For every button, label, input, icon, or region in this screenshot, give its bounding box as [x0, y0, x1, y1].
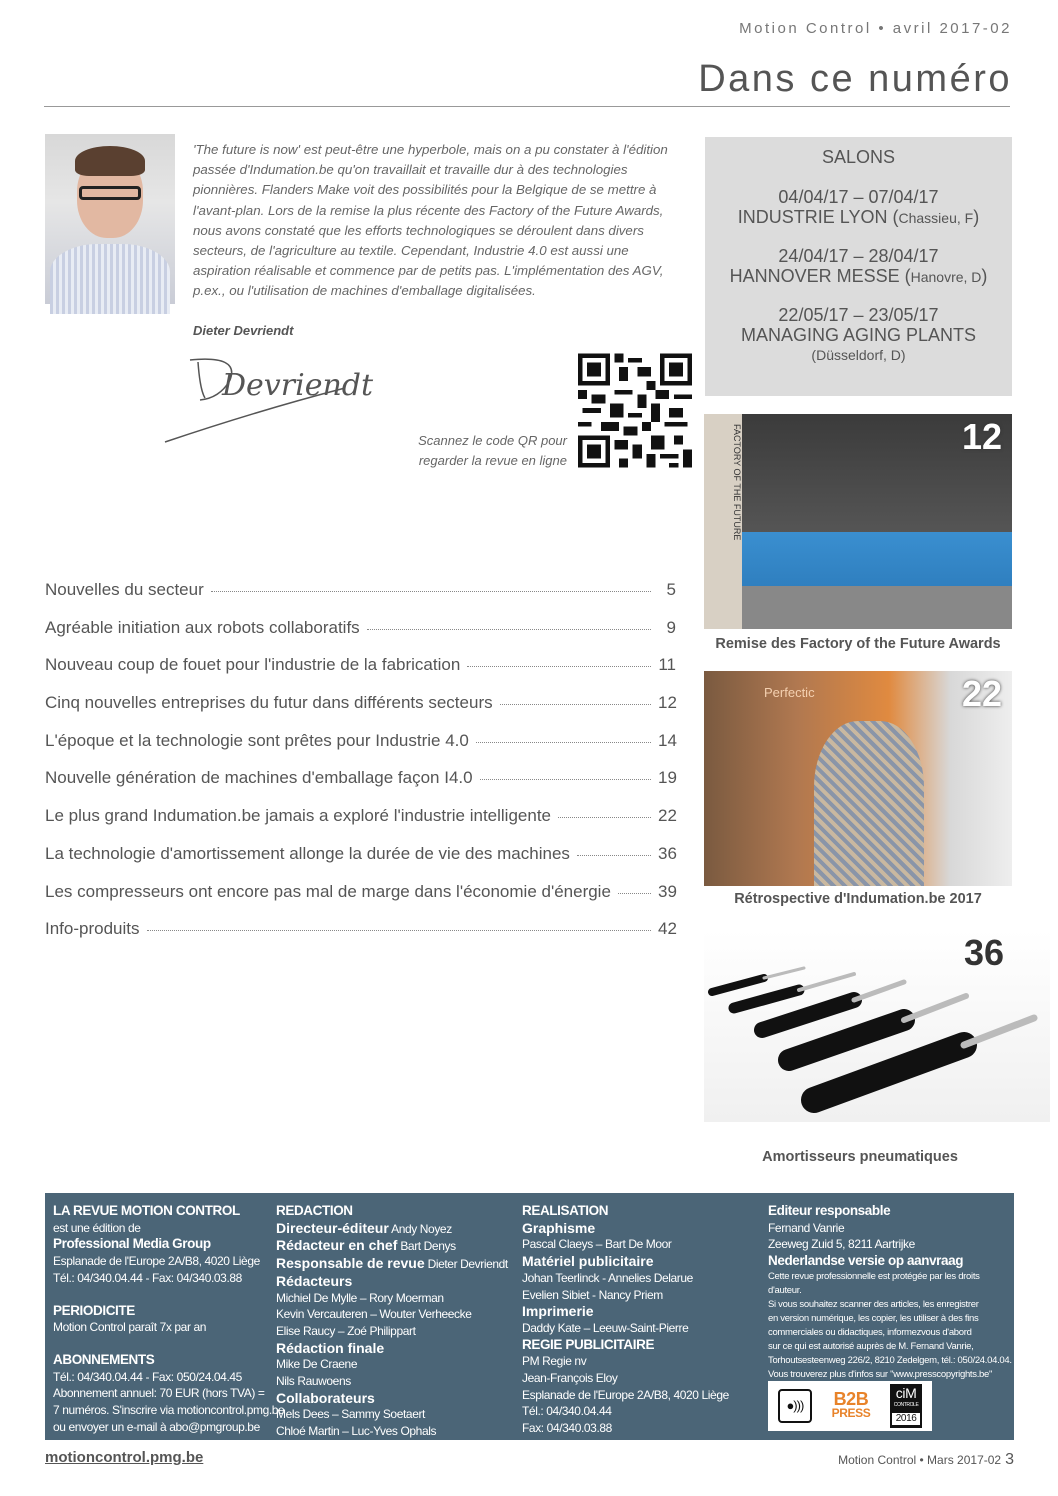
colophon-text: Pascal Claeys – Bart De Moor — [522, 1237, 672, 1252]
colophon-text: PM Regie nv — [522, 1354, 587, 1369]
author-signature — [160, 350, 374, 445]
editorial-author: Dieter Devriendt — [193, 323, 294, 338]
toc-entry[interactable] — [45, 618, 676, 656]
toc-page: 39 — [658, 881, 677, 901]
colophon-heading: REALISATION — [522, 1203, 609, 1218]
salon-text: HANNOVER MESSE ( — [729, 266, 911, 286]
colophon-text: Dieter Devriendt — [427, 1257, 508, 1272]
feature-image-awards[interactable] — [704, 414, 1012, 629]
salon-event — [705, 246, 1012, 287]
toc-entry[interactable] — [45, 580, 676, 618]
toc-entry[interactable] — [45, 882, 676, 920]
running-footer: Motion Control • Mars 2017-02 — [838, 1453, 1002, 1467]
colophon-text — [276, 1237, 508, 1255]
colophon — [45, 1193, 1014, 1440]
salon-name: MANAGING AGING PLANTS — [740, 325, 977, 345]
colophon-text: Si vous souhaitez scanner des articles, les enregistrer — [768, 1298, 979, 1310]
toc-entry[interactable] — [45, 768, 676, 806]
toc-title: Le plus grand Indumation.be jamais a exploré l'industrie intelligente — [45, 806, 551, 826]
feature-caption: Amortisseurs pneumatiques — [762, 1149, 958, 1165]
toc-page: 22 — [658, 806, 677, 826]
colophon-text: Tél.: 04/340.04.44 - Fax: 04/340.03.88 — [53, 1270, 242, 1285]
title-divider — [44, 106, 1010, 107]
qr-caption-line: Scannez le code QR pour — [418, 433, 567, 448]
toc-leader — [618, 893, 651, 894]
colophon-text: Graphisme — [522, 1219, 596, 1236]
toc-title: Cinq nouvelles entreprises du futur dans différents secteurs — [45, 693, 493, 713]
toc-page: 42 — [658, 919, 677, 939]
colophon-text: Tél.: 04/340.04.44 - Fax: 050/24.04.45 — [53, 1369, 242, 1384]
salon-text: INDUSTRIE LYON ( — [737, 207, 899, 227]
qr-code[interactable] — [578, 353, 692, 468]
colophon-text: Vous trouverez plus d'infos sur "www.presscopyrights.be" — [768, 1368, 993, 1380]
colophon-text — [53, 1336, 284, 1352]
editorial-text: 'The future is now' est peut-être une hyperbole, mais on a pu constater à l'édition passée d'Indumation.be qu'on travaillait et travaille dur à des technologies pionnières. Flanders Make voit des possibilités pour la Belgique de se mettre à l'avant-plan. Lors de la remise la plus récente des Factory of the Future Awards, nous avons constaté que les efforts technologiques se déroulent dans divers secteurs, de l'agriculture au textile. Cependant, Industrie 4.0 est aussi une aspiration réalisable et commence par de petits pas. L'implémentation des AGV, p.ex., ou l'utilisation de machines d'emballage digitalisées. — [193, 142, 668, 299]
colophon-text: Abonnement annuel: 70 EUR (hors TVA) = — [53, 1386, 265, 1401]
toc-page: 11 — [658, 655, 676, 675]
building-sign: FACTORY OF THE FUTURE — [704, 414, 742, 629]
colophon-text — [276, 1255, 508, 1273]
colophon-text: Nils Rauwoens — [276, 1374, 351, 1389]
colophon-text: commerciales ou didactiques, informezvous d'abord — [768, 1326, 972, 1338]
salon-name: HANNOVER MESSE (Hanovre, D) — [729, 266, 988, 286]
colophon-text — [522, 1203, 729, 1437]
toc-leader — [147, 930, 652, 931]
press-copyright-logo: ●))) — [778, 1389, 812, 1423]
colophon-text: sur ce qui est autorisé auprès de M. Fernand Vanrie, — [768, 1340, 974, 1352]
colophon-text: CONTROLE — [893, 1402, 919, 1408]
colophon-text: Motion Control paraît 7x par an — [53, 1320, 207, 1335]
colophon-text — [276, 1220, 508, 1238]
salon-text: Hanovre, D — [910, 269, 982, 285]
colophon-text: Bart Denys — [400, 1239, 456, 1254]
page-footer — [838, 1451, 1014, 1469]
website-link[interactable]: motioncontrol.pmg.be — [45, 1449, 204, 1466]
toc-page: 5 — [666, 580, 676, 599]
colophon-text: Matériel publicitaire — [522, 1253, 654, 1270]
toc-leader — [467, 666, 651, 667]
toc-title: Nouveau coup de fouet pour l'industrie de la fabrication — [45, 655, 461, 675]
colophon-text: ou envoyer un e-mail à abo@pmgroup.be — [53, 1419, 260, 1434]
toc-leader — [500, 704, 651, 705]
colophon-text: Imprimerie — [522, 1303, 594, 1320]
colophon-text: Collaborateurs — [276, 1389, 375, 1406]
colophon-heading: Nederlandse versie op aanvraag — [768, 1253, 964, 1269]
colophon-text — [276, 1203, 508, 1440]
toc-entry[interactable] — [45, 693, 676, 731]
colophon-text: Responsable de revue — [276, 1255, 425, 1272]
toc-title: Agréable initiation aux robots collaboratifs — [45, 617, 360, 637]
toc-entry[interactable] — [45, 919, 676, 957]
feature-number: 12 — [961, 416, 1002, 457]
feature-number: 22 — [961, 673, 1002, 714]
toc-entry[interactable] — [45, 844, 676, 882]
toc-leader — [476, 742, 651, 743]
colophon-text: Johan Teerlinck - Annelies Delarue — [522, 1270, 693, 1285]
colophon-text: Zeeweg Zuid 5, 8211 Aartrijke — [768, 1237, 915, 1252]
colophon-text: Esplanade de l'Europe 2A/B8, 4020 Liège — [522, 1387, 729, 1402]
feature-number: 36 — [963, 932, 1004, 973]
toc-leader — [367, 629, 651, 630]
toc-title: Nouvelle génération de machines d'emballage façon I4.0 — [45, 768, 473, 788]
toc-leader — [558, 817, 651, 818]
salon-dates: 22/05/17 – 23/05/17 — [778, 305, 939, 325]
feature-image-shock-absorbers[interactable] — [704, 930, 1050, 1122]
salon-event — [705, 187, 1012, 228]
colophon-text: Cette revue professionnelle est protégée par les droits d'auteur. — [768, 1270, 980, 1296]
colophon-heading: PERIODICITE — [53, 1302, 135, 1318]
toc-title: L'époque et la technologie sont prêtes pour Industrie 4.0 — [45, 730, 469, 750]
colophon-heading: LA REVUE MOTION CONTROL — [53, 1203, 240, 1218]
feature-caption: Rétrospective d'Indumation.be 2017 — [734, 891, 982, 907]
colophon-heading: ABONNEMENTS — [53, 1351, 155, 1367]
salons-box — [705, 137, 1012, 396]
table-of-contents — [45, 580, 676, 957]
colophon-text: Jean-François Eloy — [522, 1371, 618, 1386]
colophon-text: en version numérique, les copier, les utiliser à des fins — [768, 1312, 979, 1324]
toc-title: La technologie d'amortissement allonge la durée de vie des machines — [45, 843, 570, 863]
colophon-text: Fax: 04/340.03.88 — [522, 1421, 612, 1436]
toc-title: Nouvelles du secteur — [45, 580, 204, 599]
author-photo — [45, 134, 175, 304]
salon-dates: 24/04/17 – 28/04/17 — [778, 246, 939, 266]
colophon-text — [768, 1203, 1014, 1382]
feature-image-indumation[interactable] — [704, 671, 1012, 886]
toc-page: 12 — [658, 693, 677, 713]
colophon-heading: Editeur responsable — [768, 1203, 891, 1218]
colophon-text — [53, 1287, 284, 1303]
toc-title: Les compresseurs ont encore pas mal de marge dans l'économie d'énergie — [45, 881, 611, 901]
page-number: 3 — [1005, 1451, 1014, 1468]
qr-caption — [380, 431, 567, 471]
colophon-text: Mike De Craene — [276, 1357, 358, 1372]
b2b-press-logo — [831, 1389, 871, 1420]
colophon-text — [53, 1203, 284, 1435]
qr-caption-line: regarder la revue en ligne — [418, 453, 567, 468]
colophon-text: Andy Noyez — [391, 1221, 452, 1236]
colophon-text: Rédacteur en chef — [276, 1237, 398, 1254]
toc-page: 36 — [658, 843, 677, 863]
colophon-text: Chloé Martin – Luc-Yves Ophals — [276, 1424, 437, 1439]
colophon-heading: REDACTION — [276, 1203, 353, 1218]
colophon-text: Esplanade de l'Europe 2A/B8, 4020 Liège — [53, 1254, 260, 1269]
salon-name: INDUSTRIE LYON (Chassieu, F) — [737, 207, 980, 227]
colophon-text: Evelien Sibiet - Nancy Priem — [522, 1287, 663, 1302]
colophon-text: B2B — [833, 1389, 869, 1409]
toc-entry[interactable] — [45, 655, 676, 693]
colophon-text — [768, 1270, 1014, 1382]
colophon-text: est une édition de — [53, 1220, 141, 1235]
salon-event — [705, 305, 1012, 365]
colophon-text: Daddy Kate – Leeuw-Saint-Pierre — [522, 1320, 689, 1335]
colophon-text: Rédaction finale — [276, 1339, 385, 1356]
colophon-text: Elise Raucy – Zoé Philippart — [276, 1323, 416, 1338]
salon-place: (Düsseldorf, D) — [811, 347, 906, 363]
colophon-text: Professional Media Group — [53, 1236, 211, 1252]
colophon-text: PRESS — [831, 1406, 871, 1420]
page-title: Dans ce numéro — [698, 58, 1012, 100]
toc-entry[interactable] — [45, 731, 676, 769]
toc-leader — [211, 591, 651, 592]
salon-dates: 04/04/17 – 07/04/17 — [778, 187, 939, 207]
booth-sign: Perfectic — [764, 685, 815, 700]
signature-text: Devriendt — [222, 368, 374, 403]
toc-title: Info-produits — [45, 919, 140, 939]
colophon-heading: REGIE PUBLICITAIRE — [522, 1336, 655, 1352]
colophon-text: Kevin Vercauteren – Wouter Verheecke — [276, 1307, 472, 1322]
colophon-text: 2016 — [892, 1413, 920, 1425]
cim-logo — [890, 1384, 922, 1428]
colophon-text: 7 numéros. S'inscrire via motioncontrol.pmg.be — [53, 1403, 285, 1418]
colophon-text: Mels Dees – Sammy Soetaert — [276, 1407, 425, 1422]
salon-text: Chassieu, F — [898, 210, 974, 226]
colophon-text: Torhoutsesteenweg 226/2, 8210 Zedelgem, tél.: 050/24.04.04. — [768, 1354, 1012, 1366]
colophon-text: Michiel De Mylle – Rory Moerman — [276, 1290, 444, 1305]
colophon-text: Tél.: 04/340.04.44 — [522, 1404, 612, 1419]
toc-leader — [577, 855, 651, 856]
colophon-text: ciM — [895, 1385, 917, 1401]
toc-entry[interactable] — [45, 806, 676, 844]
toc-leader — [480, 779, 651, 780]
colophon-text: Fernand Vanrie — [768, 1220, 845, 1235]
running-header: Motion Control • avril 2017-02 — [739, 20, 1012, 37]
colophon-text: Rédacteurs — [276, 1272, 353, 1289]
salons-heading: SALONS — [821, 147, 896, 167]
toc-page: 14 — [658, 730, 677, 750]
toc-page: 9 — [666, 617, 676, 637]
toc-page: 19 — [658, 768, 677, 788]
partner-logos — [768, 1381, 932, 1431]
feature-caption: Remise des Factory of the Future Awards — [715, 636, 1001, 652]
colophon-text: Directeur-éditeur — [276, 1219, 389, 1236]
